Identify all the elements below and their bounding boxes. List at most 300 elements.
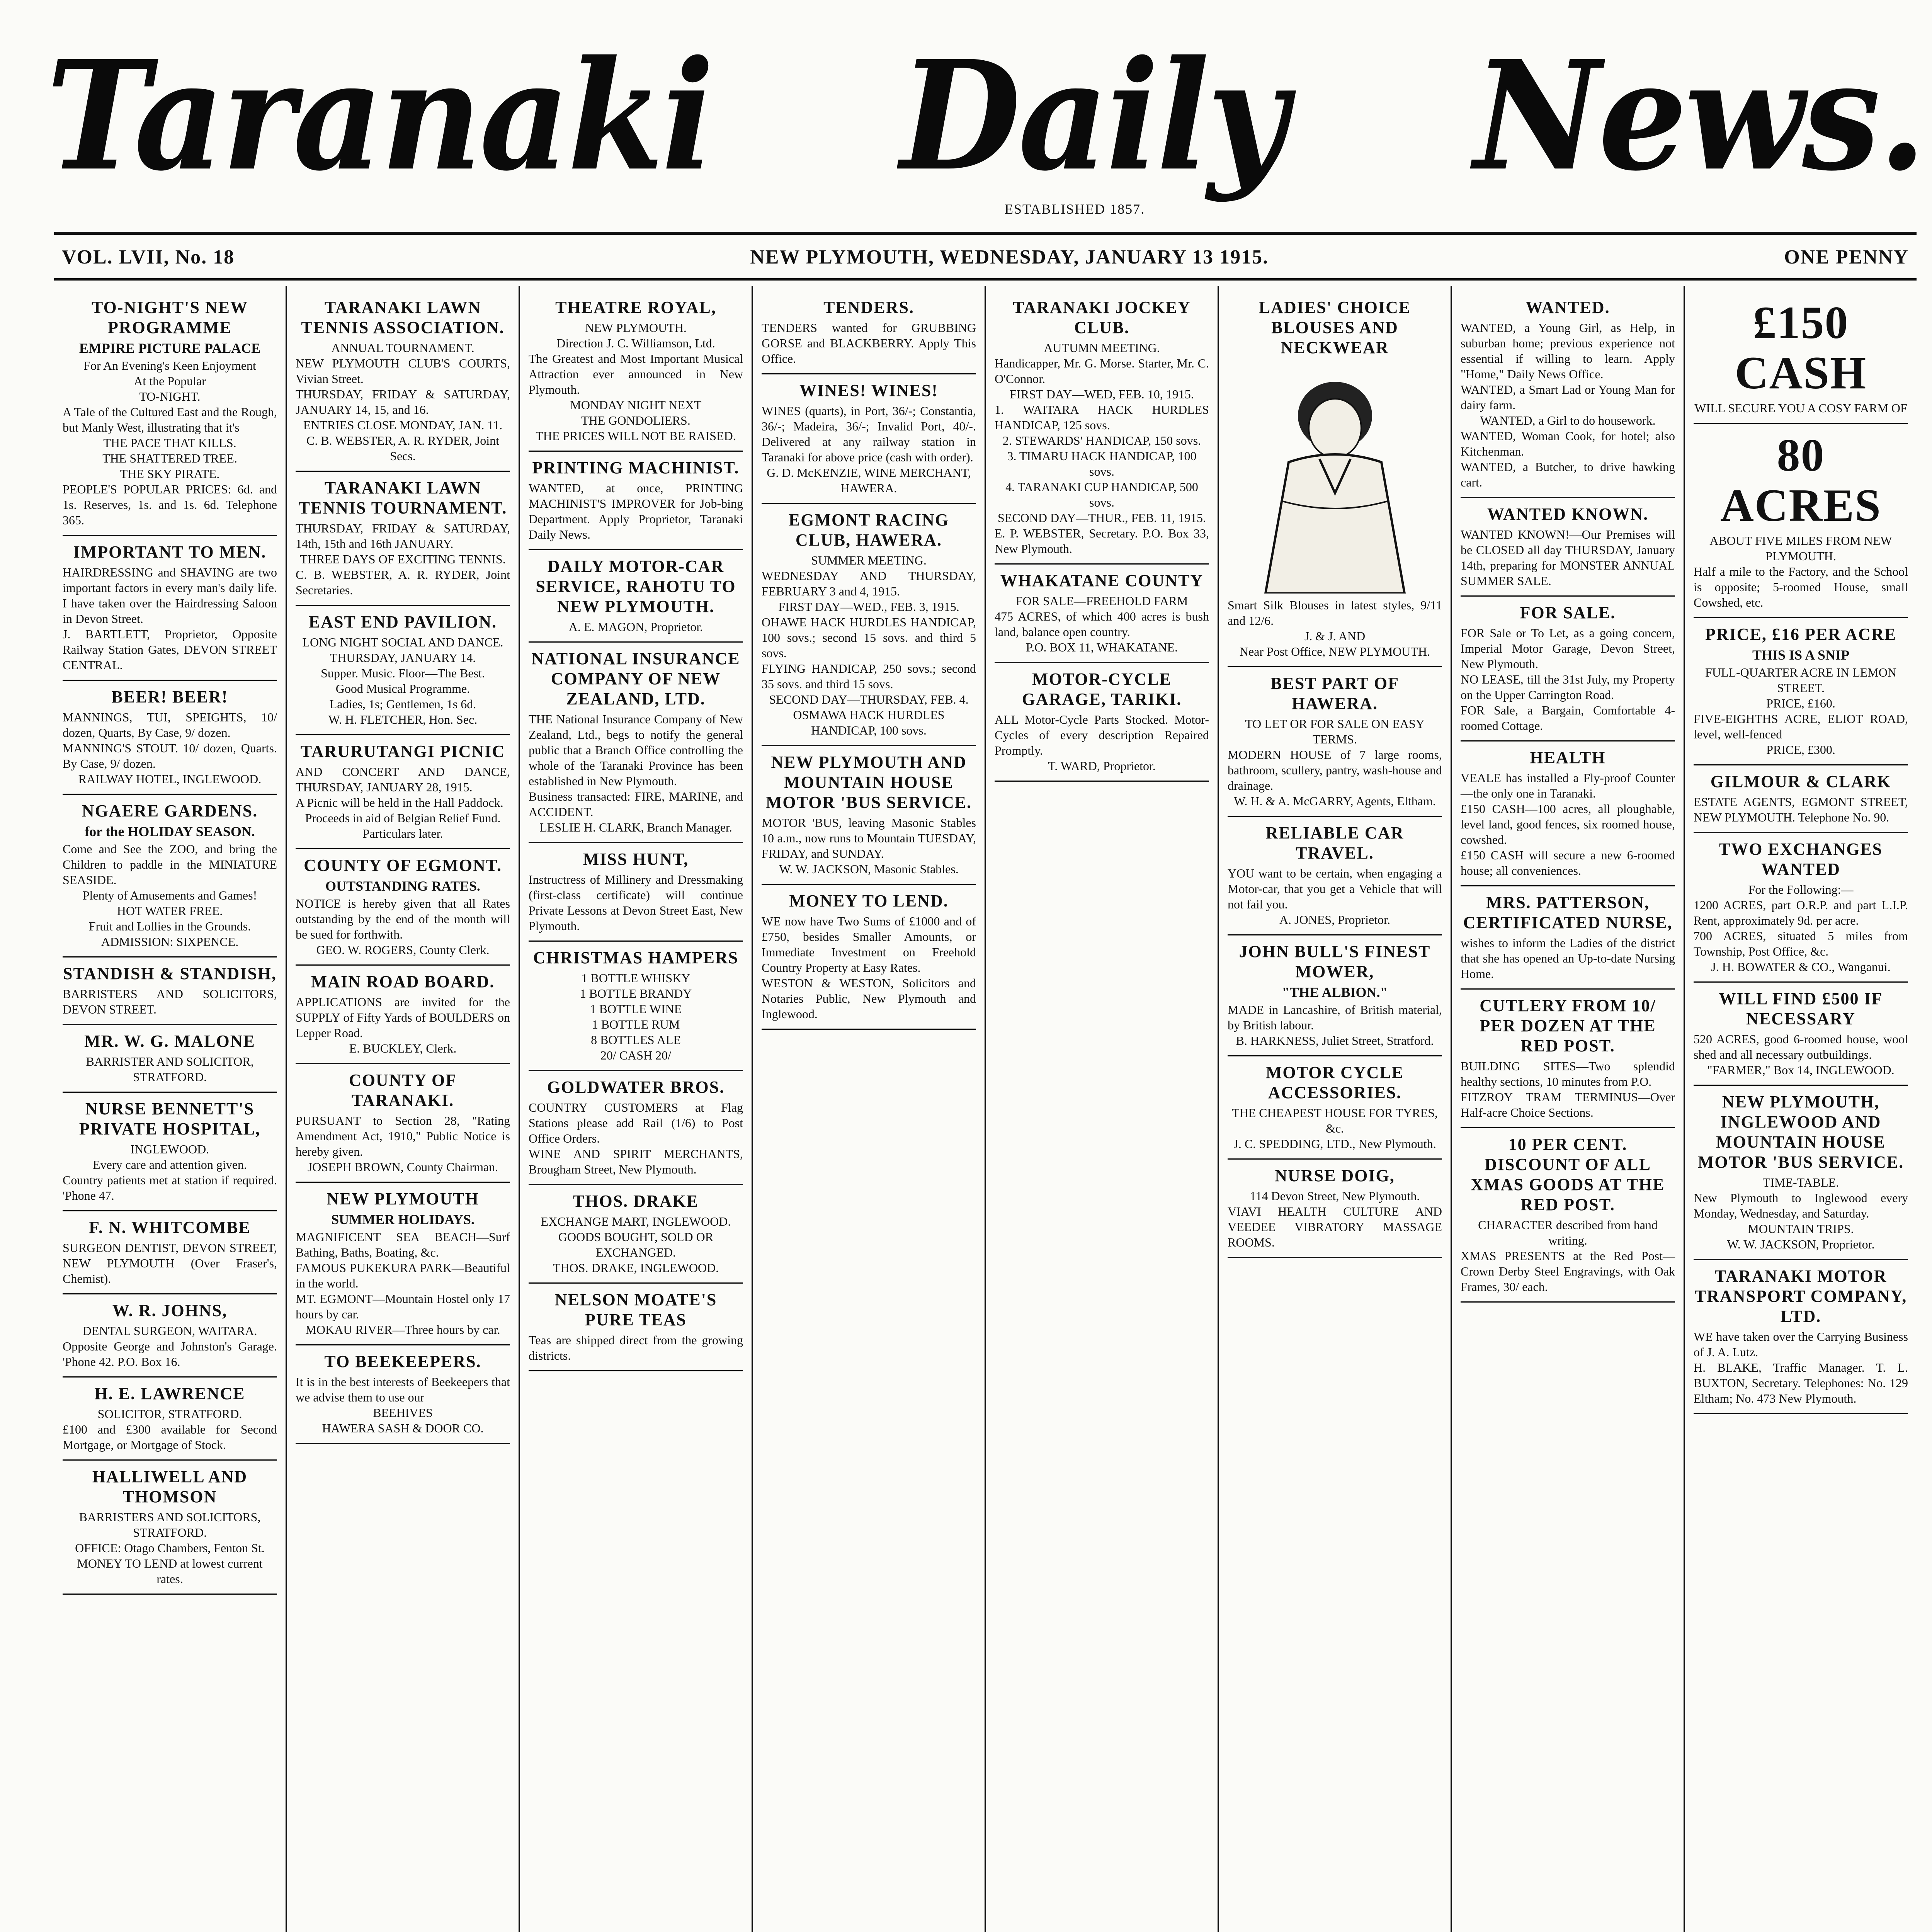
advertisement-text: MAGNIFICENT SEA BEACH—Surf Bathing, Baths, Boating, &c. bbox=[296, 1230, 510, 1259]
advertisement bbox=[995, 291, 1209, 565]
advertisement-text: OHAWE HACK HURDLES HANDICAP, 100 sovs.; second 15 sovs. and third 5 sovs. bbox=[762, 615, 976, 660]
advertisement-text: C. B. WEBSTER, A. R. RYDER, Joint Secs. bbox=[306, 434, 500, 463]
dateline bbox=[62, 240, 1909, 274]
advertisement-text: 2. STEWARDS' HANDICAP, 150 sovs. bbox=[1002, 434, 1201, 447]
advertisement-text: £150 CASH—100 acres, all ploughable, level land, good fences, six roomed house, cowshed. bbox=[1461, 802, 1675, 847]
advertisement-heading: NEW PLYMOUTH bbox=[327, 1189, 479, 1208]
advertisement bbox=[762, 374, 976, 504]
advertisement-text: WANTED, a Young Girl, as Help, in suburban home; previous experience not essential if willing to learn. Apply "Home," Daily News Office. bbox=[1461, 321, 1675, 381]
advertisement-text: W. H. FLETCHER, Hon. Sec. bbox=[328, 713, 478, 726]
advertisement bbox=[529, 291, 743, 452]
advertisement-text: 4. TARANAKI CUP HANDICAP, 500 sovs. bbox=[1005, 480, 1198, 509]
advertisement-text: OFFICE: Otago Chambers, Fenton St. bbox=[75, 1541, 265, 1555]
advertisement-heading: WHAKATANE COUNTY bbox=[1000, 571, 1204, 590]
advertisement-heading: 80 ACRES bbox=[1720, 429, 1881, 531]
advertisement-text: 1 BOTTLE BRANDY bbox=[580, 986, 692, 1000]
advertisement bbox=[529, 643, 743, 843]
advertisement bbox=[296, 606, 510, 735]
advertisement-heading: CHRISTMAS HAMPERS bbox=[533, 948, 739, 967]
advertisement-text: J. C. SPEDDING, LTD., New Plymouth. bbox=[1233, 1137, 1436, 1151]
advertisement-heading: NELSON MOATE'S PURE TEAS bbox=[554, 1290, 717, 1329]
advertisement bbox=[529, 452, 743, 550]
advertisement-text: ALL Motor-Cycle Parts Stocked. Motor-Cycles of every description Repaired Promptly. bbox=[995, 713, 1209, 757]
advertisement-heading: IMPORTANT TO MEN. bbox=[73, 543, 267, 561]
advertisement-text: Supper. Music. Floor—The Best. bbox=[321, 666, 485, 680]
advertisement bbox=[1228, 1160, 1442, 1258]
advertisement bbox=[762, 504, 976, 746]
advertisement-text: Direction J. C. Williamson, Ltd. bbox=[556, 336, 715, 350]
advertisement bbox=[1228, 817, 1442, 935]
advertisement-heading: NGAERE GARDENS. bbox=[82, 801, 258, 820]
advertisement-text: NO LEASE, till the 31st July, my Property on the Upper Carrington Road. bbox=[1461, 672, 1675, 702]
advertisement-text: NEW PLYMOUTH. bbox=[585, 321, 687, 335]
woman-illustration-icon bbox=[1235, 362, 1435, 594]
advertisement-text: WANTED, a Butcher, to drive hawking cart. bbox=[1461, 460, 1675, 489]
column-5 bbox=[986, 286, 1219, 1932]
advertisement-text: RAILWAY HOTEL, INGLEWOOD. bbox=[78, 772, 262, 786]
advertisement-heading: NURSE DOIG, bbox=[1275, 1166, 1395, 1185]
advertisement-heading: MONEY TO LEND. bbox=[789, 891, 949, 910]
advertisement-text: H. BLAKE, Traffic Manager. T. L. BUXTON, Secretary. Telephones: No. 129 Eltham; No. 473 New Plymouth. bbox=[1694, 1361, 1908, 1405]
advertisement-text: Handicapper, Mr. G. Morse. Starter, Mr. C. O'Connor. bbox=[995, 356, 1209, 386]
advertisement bbox=[1694, 618, 1908, 765]
advertisement-subheading: OUTSTANDING RATES. bbox=[325, 878, 480, 894]
advertisement-text: FIVE-EIGHTHS ACRE, ELIOT ROAD, level, well-fenced bbox=[1694, 712, 1908, 741]
advertisement-heading: TO-NIGHT'S NEW PROGRAMME bbox=[92, 298, 248, 337]
volume-number: VOL. LVII, No. 18 bbox=[62, 246, 235, 268]
column-2 bbox=[287, 286, 520, 1932]
advertisement-heading: 10 PER CENT. DISCOUNT OF ALL XMAS GOODS AT THE RED POST. bbox=[1471, 1135, 1665, 1214]
advertisement-heading: THOS. DRAKE bbox=[573, 1192, 699, 1211]
advertisement bbox=[995, 663, 1209, 782]
advertisement-heading: TARANAKI LAWN TENNIS ASSOCIATION. bbox=[301, 298, 505, 337]
advertisement-text: 1. WAITARA HACK HURDLES HANDICAP, 125 sovs. bbox=[995, 403, 1209, 432]
advertisement-text: PRICE, £300. bbox=[1766, 743, 1835, 757]
advertisement bbox=[63, 1378, 277, 1461]
advertisement-text: T. WARD, Proprietor. bbox=[1048, 759, 1156, 773]
advertisement-text: Come and See the ZOO, and bring the Children to paddle in the MINIATURE SEASIDE. bbox=[63, 842, 277, 887]
advertisement-text: W. H. & A. McGARRY, Agents, Eltham. bbox=[1234, 794, 1436, 808]
advertisement-text: JOSEPH BROWN, County Chairman. bbox=[307, 1160, 498, 1174]
advertisement-text: Plenty of Amusements and Games! bbox=[82, 888, 257, 902]
advertisement-text: ABOUT FIVE MILES FROM NEW PLYMOUTH. bbox=[1709, 534, 1892, 563]
advertisement bbox=[1694, 291, 1908, 424]
advertisement-text: For the Following:— bbox=[1748, 883, 1854, 896]
advertisement-text: Teas are shipped direct from the growing districts. bbox=[529, 1333, 743, 1362]
advertisement bbox=[529, 1284, 743, 1371]
advertisement-text: MODERN HOUSE of 7 large rooms, bathroom, scullery, pantry, wash-house and drainage. bbox=[1228, 748, 1442, 793]
advertisement-text: 20/ CASH 20/ bbox=[600, 1048, 672, 1062]
advertisement-heading: GILMOUR & CLARK bbox=[1710, 772, 1891, 791]
advertisement-heading: H. E. LAWRENCE bbox=[94, 1384, 245, 1403]
advertisement-text: COUNTRY CUSTOMERS at Flag Stations please add Rail (1/6) to Post Office Orders. bbox=[529, 1100, 743, 1145]
advertisement-text: BARRISTERS AND SOLICITORS, DEVON STREET. bbox=[63, 987, 277, 1016]
advertisement-text: P.O. BOX 11, WHAKATANE. bbox=[1026, 640, 1178, 654]
column-3 bbox=[520, 286, 753, 1932]
advertisement-text: Country patients met at station if required. 'Phone 47. bbox=[63, 1173, 277, 1202]
advertisement bbox=[529, 843, 743, 942]
advertisement bbox=[529, 942, 743, 1071]
advertisement-text: XMAS PRESENTS at the Red Post—Crown Derby Steel Engravings, with Oak Frames, 30/ each. bbox=[1461, 1249, 1675, 1294]
advertisement-heading: STANDISH & STANDISH, bbox=[63, 964, 277, 983]
bottom-rule bbox=[54, 278, 1917, 281]
advertisement-text: At the Popular bbox=[134, 374, 206, 388]
advertisement bbox=[1228, 667, 1442, 817]
advertisement-text: THURSDAY, FRIDAY & SATURDAY, 14th, 15th and 16th JANUARY. bbox=[296, 521, 510, 551]
advertisement-heading: RELIABLE CAR TRAVEL. bbox=[1265, 823, 1404, 862]
advertisement-text: ADMISSION: SIXPENCE. bbox=[101, 935, 239, 949]
advertisement-text: BARRISTER AND SOLICITOR, STRATFORD. bbox=[86, 1054, 254, 1084]
advertisement bbox=[296, 966, 510, 1064]
advertisement-text: WE now have Two Sums of £1000 and of £750, besides Smaller Amounts, or Immediate Investment on Freehold Country Property at Easy Rates. bbox=[762, 914, 976, 975]
advertisement-text: Half a mile to the Factory, and the School is opposite; 5-roomed House, small Cowshed, etc. bbox=[1694, 565, 1908, 609]
advertisement bbox=[1461, 742, 1675, 886]
established-line: ESTABLISHED 1857. bbox=[1005, 201, 1145, 217]
advertisement-text: PRICE, £160. bbox=[1766, 696, 1835, 710]
advertisement-text: Good Musical Programme. bbox=[335, 682, 470, 696]
advertisement-heading: FOR SALE. bbox=[1520, 603, 1616, 622]
advertisement-text: NOTICE is hereby given that all Rates outstanding by the end of the month will be sued for forthwith. bbox=[296, 896, 510, 941]
advertisement-text: SECOND DAY—THUR., FEB. 11, 1915. bbox=[997, 511, 1206, 525]
advertisement-text: EXCHANGE MART, INGLEWOOD. bbox=[541, 1214, 731, 1228]
advertisement-text: THE SHATTERED TREE. bbox=[102, 451, 237, 465]
advertisement-text: A Picnic will be held in the Hall Paddock. bbox=[296, 796, 503, 810]
advertisement-heading: WANTED. bbox=[1526, 298, 1610, 317]
advertisement-text: WANTED KNOWN!—Our Premises will be CLOSED all day THURSDAY, January 14th, preparing for MONSTER ANNUAL SUMMER SALE. bbox=[1461, 527, 1675, 588]
advertisement-heading: GOLDWATER BROS. bbox=[547, 1078, 725, 1097]
advertisement-text: AND CONCERT AND DANCE, THURSDAY, JANUARY 28, 1915. bbox=[296, 765, 510, 794]
column-6 bbox=[1219, 286, 1452, 1932]
advertisement-text: MONEY TO LEND at lowest current rates. bbox=[77, 1556, 263, 1586]
advertisement-text: MOUNTAIN TRIPS. bbox=[1748, 1222, 1854, 1236]
advertisement bbox=[1461, 597, 1675, 742]
advertisement-text: B. HARKNESS, Juliet Street, Stratford. bbox=[1236, 1034, 1434, 1048]
advertisement bbox=[1461, 1128, 1675, 1303]
price: ONE PENNY bbox=[1784, 246, 1909, 268]
advertisement-text: J. H. BOWATER & CO., Wanganui. bbox=[1711, 960, 1891, 974]
advertisement-text: THE PACE THAT KILLS. bbox=[103, 436, 236, 450]
advertisement-heading: £150 CASH bbox=[1735, 297, 1867, 398]
advertisement-heading: WILL FIND £500 IF NECESSARY bbox=[1719, 989, 1883, 1028]
advertisement-text: wishes to inform the Ladies of the district that she has opened an Up-to-date Nursing Home. bbox=[1461, 936, 1675, 981]
advertisement-text: GOODS BOUGHT, SOLD OR EXCHANGED. bbox=[558, 1230, 714, 1259]
advertisement bbox=[1228, 291, 1442, 667]
advertisement-text: FIRST DAY—WED., FEB. 3, 1915. bbox=[778, 600, 959, 614]
advertisement-text: PURSUANT to Section 28, "Rating Amendment Act, 1910," Public Notice is hereby given. bbox=[296, 1114, 510, 1158]
advertisement-text: 8 BOTTLES ALE bbox=[591, 1033, 681, 1047]
advertisement-text: £100 and £300 available for Second Mortgage, or Mortgage of Stock. bbox=[63, 1422, 277, 1452]
advertisement-heading: TARANAKI LAWN TENNIS TOURNAMENT. bbox=[298, 478, 507, 517]
advertisement-text: MANNINGS, TUI, SPEIGHTS, 10/ dozen, Quarts, By Case, 9/ dozen. bbox=[63, 710, 277, 740]
advertisement bbox=[1694, 1086, 1908, 1260]
advertisement-subheading: SUMMER HOLIDAYS. bbox=[331, 1212, 474, 1227]
advertisement-text: TO LET OR FOR SALE ON EASY TERMS. bbox=[1245, 717, 1425, 746]
advertisement-heading: COUNTY OF EGMONT. bbox=[304, 856, 502, 875]
advertisement-heading: MAIN ROAD BOARD. bbox=[311, 972, 495, 991]
advertisement-heading: TARANAKI JOCKEY CLUB. bbox=[1013, 298, 1191, 337]
advertisement-text: 1 BOTTLE RUM bbox=[592, 1017, 680, 1031]
advertisement-text: THURSDAY, JANUARY 14. bbox=[330, 651, 476, 665]
place-and-date: NEW PLYMOUTH, WEDNESDAY, JANUARY 13 1915. bbox=[750, 246, 1269, 268]
advertisement bbox=[296, 472, 510, 606]
advertisement-text: SOLICITOR, STRATFORD. bbox=[97, 1407, 242, 1421]
advertisement-text: THE SKY PIRATE. bbox=[120, 467, 220, 481]
advertisement-text: PEOPLE'S POPULAR PRICES: 6d. and 1s. Reserves, 1s. and 1s. 6d. Telephone 365. bbox=[63, 482, 277, 527]
advertisement-text: FLYING HANDICAP, 250 sovs.; second 35 sovs. and third 15 sovs. bbox=[762, 662, 976, 691]
advertisement-heading: THEATRE ROYAL, bbox=[555, 298, 716, 317]
advertisement-text: WANTED, a Smart Lad or Young Man for dairy farm. bbox=[1461, 383, 1675, 412]
advertisement bbox=[1228, 1056, 1442, 1160]
advertisement bbox=[63, 291, 277, 536]
advertisement-heading: TWO EXCHANGES WANTED bbox=[1719, 840, 1883, 879]
advertisement-text: E. BUCKLEY, Clerk. bbox=[349, 1041, 457, 1055]
advertisement-text: BUILDING SITES—Two splendid healthy sections, 10 minutes from P.O. bbox=[1461, 1059, 1675, 1088]
advertisement bbox=[1694, 424, 1908, 618]
advertisement-text: BEEHIVES bbox=[373, 1406, 433, 1420]
advertisement-text: Instructress of Millinery and Dressmaking (first-class certificate) will continue Private Lessons at Devon Street East, New Plymouth. bbox=[529, 872, 743, 933]
advertisement-text: A. E. MAGON, Proprietor. bbox=[568, 620, 703, 634]
advertisement bbox=[1694, 765, 1908, 833]
advertisement-heading: DAILY MOTOR-CAR SERVICE, RAHOTU TO NEW PLYMOUTH. bbox=[536, 557, 736, 616]
advertisement-heading: NATIONAL INSURANCE COMPANY OF NEW ZEALAND, LTD. bbox=[531, 649, 740, 708]
advertisement-heading: EAST END PAVILION. bbox=[308, 612, 497, 631]
advertisement-text: HAWERA SASH & DOOR CO. bbox=[322, 1421, 484, 1435]
advertisement bbox=[995, 565, 1209, 663]
advertisement-heading: NEW PLYMOUTH AND MOUNTAIN HOUSE MOTOR 'BUS SERVICE. bbox=[765, 753, 972, 812]
advertisement-heading: CUTLERY FROM 10/ PER DOZEN AT THE RED POST. bbox=[1480, 996, 1656, 1055]
advertisement-text: W. W. JACKSON, Masonic Stables. bbox=[779, 862, 959, 876]
advertisement-text: E. P. WEBSTER, Secretary. P.O. Box 33, New Plymouth. bbox=[995, 526, 1209, 556]
advertisement bbox=[63, 1025, 277, 1093]
advertisement-text: FOR SALE—FREEHOLD FARM bbox=[1015, 594, 1188, 608]
advertisement-heading: JOHN BULL'S FINEST MOWER, bbox=[1239, 942, 1431, 981]
advertisement-text: CHARACTER described from hand writing. bbox=[1478, 1218, 1658, 1247]
advertisement-heading: MRS. PATTERSON, CERTIFICATED NURSE, bbox=[1463, 893, 1673, 932]
advertisement-text: TENDERS wanted for GRUBBING GORSE and BLACKBERRY. Apply This Office. bbox=[762, 321, 976, 366]
advertisement-heading: NEW PLYMOUTH, INGLEWOOD AND MOUNTAIN HOUSE MOTOR 'BUS SERVICE. bbox=[1697, 1092, 1904, 1172]
advertisement-heading: MISS HUNT, bbox=[583, 850, 689, 869]
advertisement-text: FOR Sale, a Bargain, Comfortable 4-roomed Cottage. bbox=[1461, 703, 1675, 733]
advertisement-text: Particulars later. bbox=[362, 827, 443, 840]
advertisement-text: 1 BOTTLE WHISKY bbox=[581, 971, 690, 985]
advertisement-text: J. & J. AND bbox=[1304, 629, 1366, 643]
advertisement-text: THE GONDOLIERS. bbox=[581, 413, 690, 427]
advertisement bbox=[1461, 990, 1675, 1128]
advertisement-text: BARRISTERS AND SOLICITORS, STRATFORD. bbox=[79, 1510, 261, 1539]
advertisement-heading: WANTED KNOWN. bbox=[1487, 505, 1649, 524]
advertisement-text: WILL SECURE YOU A COSY FARM OF bbox=[1694, 401, 1907, 415]
advertisement-text: HOT WATER FREE. bbox=[117, 904, 223, 918]
advertisement-heading: TO BEEKEEPERS. bbox=[324, 1352, 481, 1371]
advertisement-subheading: EMPIRE PICTURE PALACE bbox=[79, 340, 261, 356]
advertisement bbox=[296, 291, 510, 472]
advertisement-text: WANTED, a Girl to do housework. bbox=[1480, 413, 1656, 427]
advertisement bbox=[762, 885, 976, 1030]
masthead-title-news: News. bbox=[1473, 27, 1924, 204]
advertisement-text: FOR Sale or To Let, as a going concern, Imperial Motor Garage, Devon Street, New Plymouth. bbox=[1461, 626, 1675, 671]
advertisement-text: New Plymouth to Inglewood every Monday, Wednesday, and Saturday. bbox=[1694, 1191, 1908, 1220]
advertisement-text: INGLEWOOD. bbox=[130, 1142, 209, 1156]
advertisement-text: G. D. McKENZIE, WINE MERCHANT, HAWERA. bbox=[767, 466, 971, 495]
advertisement-text: 700 ACRES, situated 5 miles from Township, Post Office, &c. bbox=[1694, 929, 1908, 958]
advertisement-heading: F. N. WHITCOMBE bbox=[89, 1218, 251, 1237]
advertisement-text: WESTON & WESTON, Solicitors and Notaries Public, New Plymouth and Inglewood. bbox=[762, 976, 976, 1021]
advertisement-text: WE have taken over the Carrying Business of J. A. Lutz. bbox=[1694, 1330, 1908, 1359]
advertisement bbox=[1694, 833, 1908, 983]
advertisement-text: Opposite George and Johnston's Garage. 'Phone 42. P.O. Box 16. bbox=[63, 1339, 277, 1369]
advertisement-text: It is in the best interests of Beekeepers that we advise them to use our bbox=[296, 1375, 510, 1404]
column-8 bbox=[1685, 286, 1917, 1932]
advertisement-text: YOU want to be certain, when engaging a Motor-car, that you get a Vehicle that will not fail you. bbox=[1228, 866, 1442, 911]
advertisement-text: TO-NIGHT. bbox=[139, 389, 201, 403]
advertisement bbox=[1461, 291, 1675, 498]
advertisement-text: DENTAL SURGEON, WAITARA. bbox=[82, 1324, 257, 1338]
advertisement-text: WEDNESDAY AND THURSDAY, FEBRUARY 3 and 4, 1915. bbox=[762, 569, 976, 598]
advertisement-text: 114 Devon Street, New Plymouth. bbox=[1250, 1189, 1420, 1203]
advertisement-text: "FARMER," Box 14, INGLEWOOD. bbox=[1707, 1063, 1895, 1077]
advertisement-heading: BEER! BEER! bbox=[111, 687, 228, 706]
advertisement-text: LESLIE H. CLARK, Branch Manager. bbox=[539, 820, 732, 834]
advertisement bbox=[1228, 935, 1442, 1056]
advertisement-text: WINES (quarts), in Port, 36/-; Constantia, 36/-; Madeira, 36/-; Invalid Port, 40/-. Delivered at any railway station in Taranaki for above price (cash with order). bbox=[762, 404, 976, 464]
advertisement-text: MT. EGMONT—Mountain Hostel only 17 hours by car. bbox=[296, 1292, 510, 1321]
advertisement-text: SUMMER MEETING. bbox=[811, 553, 927, 567]
advertisement-text: MADE in Lancashire, of British material, by British labour. bbox=[1228, 1003, 1442, 1032]
advertisement-text: ESTATE AGENTS, EGMONT STREET, NEW PLYMOUTH. Telephone No. 90. bbox=[1694, 795, 1908, 824]
advertisement-text: WANTED, at once, PRINTING MACHINIST'S IMPROVER for Job-bing Department. Apply Proprietor, Taranaki Daily News. bbox=[529, 481, 743, 541]
advertisement bbox=[762, 291, 976, 374]
advertisement-text: HAIRDRESSING and SHAVING are two important factors in every man's daily life. I have taken over the Hairdressing Saloon in Devon Street. bbox=[63, 565, 277, 626]
advertisement-text: FIRST DAY—WED, FEB. 10, 1915. bbox=[1010, 387, 1194, 401]
advertisement-text: WANTED, Woman Cook, for hotel; also Kitchenman. bbox=[1461, 429, 1675, 458]
advertisement-heading: COUNTY OF TARANAKI. bbox=[349, 1071, 457, 1110]
advertisement-text: Smart Silk Blouses in latest styles, 9/11 and 12/6. bbox=[1228, 598, 1442, 628]
advertisement-heading: HALLIWELL AND THOMSON bbox=[92, 1467, 248, 1506]
advertisement-text: MOTOR 'BUS, leaving Masonic Stables 10 a.m., now runs to Mountain TUESDAY, FRIDAY, and SUNDAY. bbox=[762, 816, 976, 861]
advertisement-text: TIME-TABLE. bbox=[1762, 1175, 1839, 1189]
advertisement-text: LONG NIGHT SOCIAL AND DANCE. bbox=[302, 635, 503, 649]
column-4 bbox=[753, 286, 986, 1932]
advertisement-heading: TARURUTANGI PICNIC bbox=[300, 742, 505, 761]
advertisement-text: THE PRICES WILL NOT BE RAISED. bbox=[536, 429, 736, 443]
advertisement-text: £150 CASH will secure a new 6-roomed house; all conveniences. bbox=[1461, 848, 1675, 878]
advertisement bbox=[296, 735, 510, 849]
advertisement-heading: TENDERS. bbox=[823, 298, 914, 317]
advertisement-text: MOKAU RIVER—Three hours by car. bbox=[305, 1323, 500, 1337]
column-1 bbox=[54, 286, 287, 1932]
advertisement bbox=[63, 795, 277, 957]
advertisement-heading: TARANAKI MOTOR TRANSPORT COMPANY, LTD. bbox=[1694, 1267, 1907, 1326]
advertisement-text: For An Evening's Keen Enjoyment bbox=[83, 359, 256, 372]
masthead-title-daily: Daily bbox=[900, 27, 1286, 204]
advertisement bbox=[63, 536, 277, 681]
advertisement bbox=[63, 1211, 277, 1294]
advertisement-text: Every care and attention given. bbox=[93, 1158, 247, 1172]
advertisement-text: ENTRIES CLOSE MONDAY, JAN. 11. bbox=[303, 418, 503, 432]
advertisement bbox=[63, 1294, 277, 1378]
advertisement-text: VIAVI HEALTH CULTURE AND VEEDEE VIBRATORY MASSAGE ROOMS. bbox=[1228, 1204, 1442, 1249]
advertisement-text: GEO. W. ROGERS, County Clerk. bbox=[316, 943, 490, 957]
advertisement-text: OSMAWA HACK HURDLES HANDICAP, 100 sovs. bbox=[793, 708, 945, 737]
advertisement bbox=[63, 1093, 277, 1211]
advertisement bbox=[1694, 1260, 1908, 1414]
advertisement-subheading: THIS IS A SNIP bbox=[1752, 647, 1850, 663]
advertisement-heading: MOTOR-CYCLE GARAGE, TARIKI. bbox=[1022, 670, 1182, 709]
advertisement-text: The Greatest and Most Important Musical Attraction ever announced in New Plymouth. bbox=[529, 352, 743, 396]
advertisement bbox=[63, 1461, 277, 1595]
advertisement bbox=[296, 1345, 510, 1444]
masthead bbox=[46, 23, 1924, 204]
advertisement-text: Near Post Office, NEW PLYMOUTH. bbox=[1239, 645, 1430, 658]
advertisement-heading: HEALTH bbox=[1530, 748, 1606, 767]
advertisement-heading: W. R. JOHNS, bbox=[112, 1301, 228, 1320]
advertisement-heading: NURSE BENNETT'S PRIVATE HOSPITAL, bbox=[79, 1099, 261, 1138]
advertisement-heading: PRINTING MACHINIST. bbox=[532, 458, 740, 477]
advertisement-text: J. BARTLETT, Proprietor, Opposite Railway Station Gates, DEVON STREET CENTRAL. bbox=[63, 627, 277, 672]
masthead-title-taranaki: Taranaki bbox=[46, 27, 712, 204]
advertisement-heading: EGMONT RACING CLUB, HAWERA. bbox=[788, 510, 949, 549]
advertisement-text: 1 BOTTLE WINE bbox=[590, 1002, 682, 1016]
advertisement-text: WINE AND SPIRIT MERCHANTS, Brougham Street, New Plymouth. bbox=[529, 1147, 743, 1176]
advertisement-text: FITZROY TRAM TERMINUS—Over Half-acre Choice Sections. bbox=[1461, 1090, 1675, 1119]
advertisement-text: 1200 ACRES, part O.R.P. and part L.I.P. Rent, approximately 9d. per acre. bbox=[1694, 898, 1908, 927]
advertisement-text: W. W. JACKSON, Proprietor. bbox=[1727, 1237, 1875, 1251]
advertisement-text: 475 ACRES, of which 400 acres is bush land, balance open country. bbox=[995, 609, 1209, 639]
top-rule bbox=[54, 232, 1917, 235]
advertisement-text: C. B. WEBSTER, A. R. RYDER, Joint Secretaries. bbox=[296, 568, 510, 597]
advertisement-text: THOS. DRAKE, INGLEWOOD. bbox=[553, 1261, 719, 1275]
advertisement-text: 3. TIMARU HACK HANDICAP, 100 sovs. bbox=[1007, 449, 1197, 478]
advertisement bbox=[529, 1185, 743, 1284]
advertisement-text: 520 ACRES, good 6-roomed house, wool shed and all necessary outbuildings. bbox=[1694, 1032, 1908, 1061]
advertisement-text: Proceeds in aid of Belgian Relief Fund. bbox=[305, 811, 501, 825]
advertisement-heading: BEST PART OF HAWERA. bbox=[1270, 674, 1399, 713]
advertisement-text: SECOND DAY—THURSDAY, FEB. 4. bbox=[769, 692, 969, 706]
advertisement bbox=[1694, 983, 1908, 1086]
advertisement-text: SURGEON DENTIST, DEVON STREET, NEW PLYMOUTH (Over Fraser's, Chemist). bbox=[63, 1241, 277, 1286]
advertisement-text: THE CHEAPEST HOUSE FOR TYRES, &c. bbox=[1231, 1106, 1438, 1135]
advertisement-heading: MR. W. G. MALONE bbox=[84, 1032, 255, 1051]
advertisement bbox=[63, 957, 277, 1025]
advertisement-text: THREE DAYS OF EXCITING TENNIS. bbox=[300, 552, 506, 566]
advertisement-text: NEW PLYMOUTH CLUB'S COURTS, Vivian Street. bbox=[296, 356, 510, 386]
advertisement bbox=[529, 1071, 743, 1185]
advertisement bbox=[1461, 886, 1675, 990]
advertisement-heading: LADIES' CHOICE BLOUSES AND NECKWEAR bbox=[1259, 298, 1411, 357]
advertisement-text: THE National Insurance Company of New Zealand, Ltd., begs to notify the general public that a Branch Office controlling the whole of the Taranaki Province has been established in New Plymouth. bbox=[529, 712, 743, 788]
advertisement-text: FAMOUS PUKEKURA PARK—Beautiful in the world. bbox=[296, 1261, 510, 1290]
advertisement-text: VEALE has installed a Fly-proof Counter—the only one in Taranaki. bbox=[1461, 771, 1675, 800]
advertisement bbox=[1461, 498, 1675, 597]
advertisement-text: Business transacted: FIRE, MARINE, and ACCIDENT. bbox=[529, 789, 743, 819]
advertisement-text: A Tale of the Cultured East and the Rough, but Manly West, illustrating that it's bbox=[63, 405, 277, 434]
advertisement-text: Ladies, 1s; Gentlemen, 1s 6d. bbox=[329, 697, 476, 711]
advertisement-text: AUTUMN MEETING. bbox=[1044, 341, 1160, 355]
advertisement-text: THURSDAY, FRIDAY & SATURDAY, JANUARY 14, 15, and 16. bbox=[296, 387, 510, 417]
advertisement bbox=[296, 1183, 510, 1345]
advertisement bbox=[63, 681, 277, 795]
advertisement bbox=[296, 849, 510, 966]
advertisement-text: FULL-QUARTER ACRE IN LEMON STREET. bbox=[1705, 665, 1896, 695]
advertisement-heading: PRICE, £16 PER ACRE bbox=[1705, 625, 1897, 644]
advertisement bbox=[762, 746, 976, 885]
advertisement-text: Fruit and Lollies in the Grounds. bbox=[88, 919, 251, 933]
advert-columns bbox=[54, 286, 1917, 1932]
advertisement-heading: WINES! WINES! bbox=[799, 381, 938, 400]
advertisement-text: MONDAY NIGHT NEXT bbox=[570, 398, 702, 412]
advertisement-heading: MOTOR CYCLE ACCESSORIES. bbox=[1265, 1063, 1404, 1102]
advertisement-text: MANNING'S STOUT. 10/ dozen, Quarts. By Case, 9/ dozen. bbox=[63, 741, 277, 770]
